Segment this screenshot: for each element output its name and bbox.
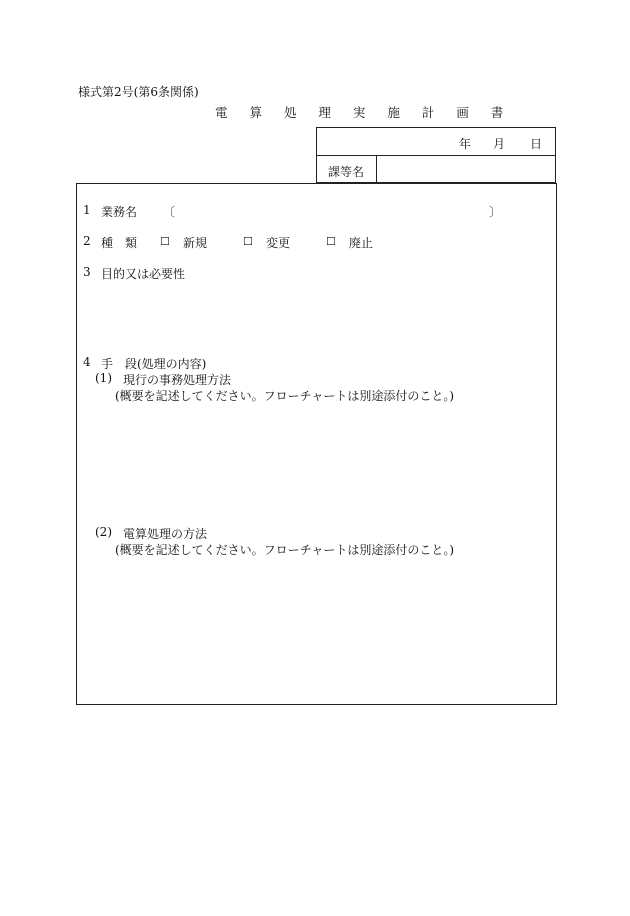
department-row — [317, 156, 555, 183]
option-abolish-label: 廃止 — [349, 236, 374, 250]
computer-method-field[interactable] — [95, 560, 543, 690]
item3-number: 3 — [83, 265, 91, 279]
checkbox-abolish[interactable]: ☐ — [326, 235, 336, 248]
date-department-box — [316, 127, 556, 183]
current-method-field[interactable] — [95, 406, 543, 516]
item4-label: 手 段(処理の内容) — [101, 357, 207, 371]
checkbox-change[interactable]: ☐ — [243, 235, 253, 248]
department-label-cell — [317, 156, 377, 183]
item1-number: 1 — [83, 203, 91, 217]
item1-label: 業務名 — [101, 205, 138, 219]
item2-label: 種 類 — [101, 236, 138, 250]
date-row — [317, 128, 555, 156]
department-value-field[interactable] — [379, 156, 555, 183]
purpose-field[interactable] — [83, 284, 543, 354]
item1-bracket-close: 〕 — [489, 205, 502, 219]
form-number-label: 様式第2号(第6条関係) — [78, 85, 199, 99]
option-change-label: 変更 — [266, 236, 291, 250]
item2-number: 2 — [83, 234, 91, 248]
sub2-number: (2) — [95, 525, 112, 539]
item4-number: 4 — [83, 355, 91, 369]
checkbox-new[interactable]: ☐ — [160, 235, 170, 248]
date-day-label: 日 — [530, 137, 543, 151]
sub1-number: (1) — [95, 371, 112, 385]
item1-bracket-open: 〔 — [163, 205, 176, 219]
date-year-label: 年 — [459, 137, 472, 151]
item3-label: 目的又は必要性 — [101, 267, 186, 281]
sub2-note: (概要を記述してください。フローチャートは別途添付のこと。) — [115, 543, 455, 557]
sub1-label: 現行の事務処理方法 — [123, 373, 232, 387]
sub2-label: 電算処理の方法 — [123, 527, 208, 541]
date-month-label: 月 — [493, 137, 506, 151]
option-new-label: 新規 — [183, 236, 208, 250]
sub1-note: (概要を記述してください。フローチャートは別途添付のこと。) — [115, 389, 455, 403]
department-label: 課等名 — [328, 165, 365, 179]
plan-content-box — [76, 183, 557, 705]
document-title: 電 算 処 理 実 施 計 画 書 — [215, 105, 513, 120]
business-name-field[interactable] — [181, 203, 481, 217]
